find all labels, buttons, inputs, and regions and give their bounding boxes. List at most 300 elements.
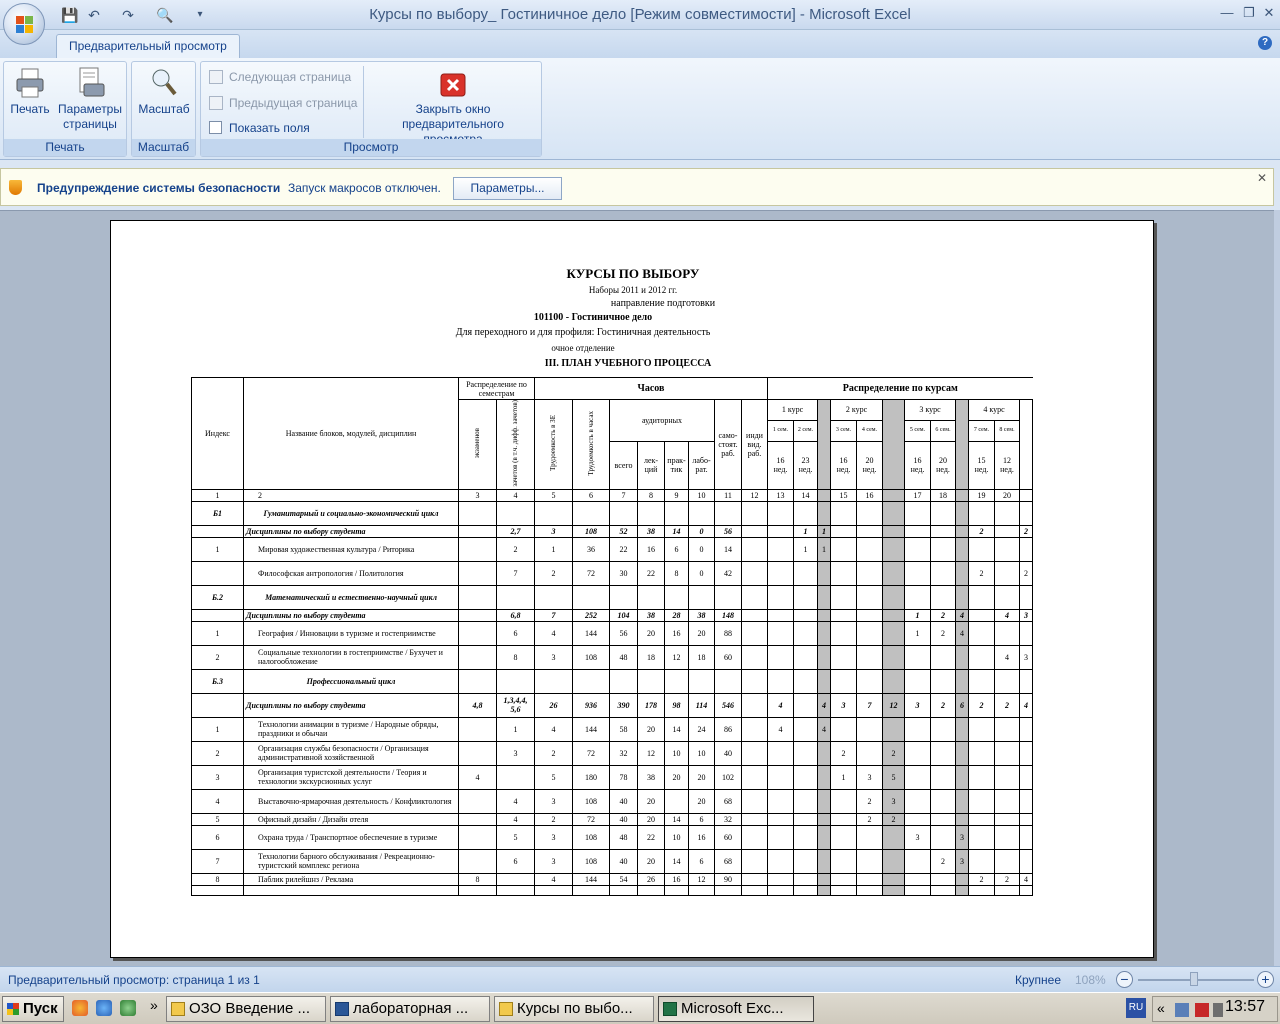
table-cell: 8	[665, 561, 689, 585]
table-cell	[459, 501, 497, 525]
table-cell	[883, 585, 905, 609]
table-cell	[818, 789, 831, 813]
table-cell: 40	[715, 741, 742, 765]
print-button[interactable]	[8, 66, 52, 117]
group-preview-label: Просмотр	[201, 139, 541, 156]
start-label: Пуск	[23, 1000, 58, 1017]
table-row	[192, 813, 1033, 825]
table-cell: 98	[665, 693, 689, 717]
desktop-icon[interactable]	[96, 1000, 112, 1016]
table-cell	[1020, 741, 1033, 765]
table-cell: 16	[689, 825, 715, 849]
table-cell	[905, 585, 931, 609]
zoom-slider-thumb[interactable]	[1190, 972, 1198, 986]
table-cell	[715, 501, 742, 525]
group-print-label: Печать	[4, 139, 126, 156]
header-weeks4: 20 нед.	[857, 441, 883, 489]
security-options-button[interactable]: Параметры...	[453, 177, 562, 200]
table-cell: 8	[497, 645, 535, 669]
table-row	[192, 765, 1033, 789]
table-cell: 108	[573, 849, 610, 873]
table-cell: 2	[535, 813, 573, 825]
table-cell: 2	[1020, 525, 1033, 537]
table-cell: 2	[969, 873, 995, 885]
table-cell: 5	[535, 489, 573, 501]
table-cell	[497, 669, 535, 693]
header-labs: лабо-рат.	[689, 441, 715, 489]
table-cell: 18	[931, 489, 956, 501]
zoom-in-button[interactable]: +	[1257, 971, 1274, 988]
table-row	[192, 537, 1033, 561]
table-cell	[905, 813, 931, 825]
table-cell: 78	[610, 765, 638, 789]
table-cell: Б.3	[192, 669, 244, 693]
table-cell: 17	[905, 489, 931, 501]
table-cell	[931, 765, 956, 789]
table-row	[192, 717, 1033, 741]
table-cell: 56	[610, 621, 638, 645]
table-cell: 20	[689, 789, 715, 813]
table-cell	[665, 585, 689, 609]
table-cell	[768, 609, 794, 621]
table-cell: 3	[535, 645, 573, 669]
table-cell	[794, 885, 818, 895]
table-cell	[857, 825, 883, 849]
table-cell	[1020, 813, 1033, 825]
table-cell: 4	[1020, 693, 1033, 717]
table-cell	[905, 669, 931, 693]
task-button-3[interactable]	[494, 996, 654, 1022]
table-cell: 72	[573, 561, 610, 585]
table-cell	[715, 669, 742, 693]
show-margins-checkbox[interactable]	[207, 118, 310, 138]
table-cell: 11	[715, 489, 742, 501]
table-cell	[969, 645, 995, 669]
table-cell	[883, 645, 905, 669]
table-cell: 1	[192, 489, 244, 501]
table-cell: 2	[857, 789, 883, 813]
header-blank	[1020, 400, 1033, 490]
table-cell	[831, 789, 857, 813]
table-cell: 1	[497, 717, 535, 741]
table-cell	[610, 885, 638, 895]
table-cell	[742, 765, 768, 789]
prev-page-icon	[209, 96, 223, 110]
table-cell: 14	[665, 717, 689, 741]
table-cell	[742, 669, 768, 693]
table-cell: 48	[610, 825, 638, 849]
table-cell: 10	[689, 741, 715, 765]
table-cell	[794, 585, 818, 609]
status-bar	[0, 966, 1280, 992]
table-cell: 3	[497, 741, 535, 765]
table-cell: 52	[610, 525, 638, 537]
table-cell: 14	[665, 525, 689, 537]
task-button-2[interactable]	[330, 996, 490, 1022]
table-cell	[768, 825, 794, 849]
table-cell	[689, 585, 715, 609]
table-cell	[192, 693, 244, 717]
table-cell: 2	[535, 741, 573, 765]
table-cell: 40	[610, 849, 638, 873]
table-cell	[818, 621, 831, 645]
table-cell: 7	[857, 693, 883, 717]
table-cell	[995, 741, 1020, 765]
table-cell	[665, 501, 689, 525]
table-cell	[818, 585, 831, 609]
table-cell	[768, 585, 794, 609]
table-cell: 2	[831, 741, 857, 765]
table-cell	[956, 885, 969, 895]
restore-button[interactable]: ❐	[1243, 5, 1255, 20]
table-cell	[931, 717, 956, 741]
table-cell	[831, 609, 857, 621]
table-cell	[995, 525, 1020, 537]
language-indicator[interactable]: RU	[1126, 998, 1146, 1018]
ribbon-tab-row	[0, 30, 1280, 58]
table-cell	[768, 765, 794, 789]
table-cell: 42	[715, 561, 742, 585]
table-cell: 86	[715, 717, 742, 741]
header-course1: 1 курс	[768, 400, 818, 421]
table-cell: 2	[857, 813, 883, 825]
table-cell: 40	[610, 789, 638, 813]
table-cell	[883, 849, 905, 873]
table-cell	[1020, 825, 1033, 849]
header-labor-hours: Трудоемкость в часах	[573, 400, 610, 490]
table-cell	[742, 621, 768, 645]
table-cell	[831, 537, 857, 561]
header-weeks1: 16 нед.	[768, 441, 794, 489]
table-cell: Организация туристской деятельности / Теория и технологии экскурсионных услуг	[244, 765, 459, 789]
table-cell	[689, 669, 715, 693]
table-cell: 2	[995, 873, 1020, 885]
table-cell: 26	[638, 873, 665, 885]
table-cell: 4	[995, 609, 1020, 621]
table-cell: 1	[818, 537, 831, 561]
table-cell	[857, 849, 883, 873]
tab-print-preview[interactable]: Предварительный просмотр	[56, 34, 240, 58]
table-cell	[905, 849, 931, 873]
save-icon[interactable]: 💾	[61, 7, 79, 23]
table-cell: 18	[689, 645, 715, 669]
table-cell	[995, 717, 1020, 741]
table-cell	[995, 885, 1020, 895]
table-cell: 2	[535, 561, 573, 585]
table-cell: 1,3,4,4, 5,6	[497, 693, 535, 717]
table-cell	[794, 561, 818, 585]
table-cell: 3	[905, 825, 931, 849]
group-divider	[363, 66, 364, 138]
task-button-1[interactable]	[166, 996, 326, 1022]
vertical-scrollbar[interactable]	[1274, 210, 1280, 966]
tray-network-icon[interactable]	[1175, 1003, 1189, 1017]
table-cell: Офисный дизайн / Дизайн отеля	[244, 813, 459, 825]
table-cell	[995, 537, 1020, 561]
header-sem3: 3 сем.	[831, 420, 857, 441]
tray-antivirus-icon[interactable]	[1195, 1003, 1209, 1017]
table-cell	[768, 645, 794, 669]
window-title: Курсы по выбору_ Гостиничное дело [Режим совместимости] - Microsoft Excel	[369, 6, 911, 23]
tray-volume-icon[interactable]	[1213, 1003, 1223, 1017]
table-cell	[857, 561, 883, 585]
table-cell: 4	[956, 621, 969, 645]
table-cell: Математический и естественно-научный цикл	[244, 585, 459, 609]
customize-qat-icon[interactable]: ▾	[197, 9, 203, 20]
table-cell	[497, 885, 535, 895]
table-cell: 936	[573, 693, 610, 717]
folder-icon	[499, 1002, 513, 1016]
table-cell	[459, 645, 497, 669]
table-cell: 30	[610, 561, 638, 585]
table-cell	[931, 561, 956, 585]
table-cell: 0	[689, 525, 715, 537]
table-cell: 3	[1020, 609, 1033, 621]
table-cell: 40	[610, 813, 638, 825]
table-cell: 1	[905, 609, 931, 621]
table-cell	[459, 825, 497, 849]
show-margins-label: Показать поля	[229, 121, 310, 135]
table-cell	[931, 525, 956, 537]
table-cell: 12	[665, 645, 689, 669]
table-cell	[1020, 669, 1033, 693]
table-cell: 7	[497, 561, 535, 585]
more-chevron-icon[interactable]: »	[150, 997, 158, 1013]
close-window-button[interactable]: ✕	[1263, 5, 1275, 20]
table-cell	[459, 609, 497, 621]
zoom-button[interactable]	[136, 66, 192, 117]
table-cell: Технологии анимации в туризме / Народные обряды, праздники и обычаи	[244, 717, 459, 741]
table-cell	[742, 585, 768, 609]
group-zoom-label: Масштаб	[132, 139, 195, 156]
table-cell: 1	[192, 621, 244, 645]
table-cell	[905, 717, 931, 741]
table-cell: 16	[857, 489, 883, 501]
table-cell	[905, 561, 931, 585]
header-exams: экзаменов	[459, 400, 497, 490]
header-labor-ze: Трудоемкость в ЗЕ	[535, 400, 573, 490]
table-cell: Дисциплины по выбору студента	[244, 609, 459, 621]
table-cell: 0	[689, 561, 715, 585]
security-message: Запуск макросов отключен.	[288, 181, 441, 195]
table-cell: 2	[969, 561, 995, 585]
table-cell: 12	[883, 693, 905, 717]
table-cell	[857, 537, 883, 561]
table-cell: 104	[610, 609, 638, 621]
office-button[interactable]	[3, 3, 45, 45]
table-cell	[459, 537, 497, 561]
table-cell	[818, 813, 831, 825]
table-cell: 2	[244, 489, 459, 501]
task-button-excel[interactable]	[658, 996, 814, 1022]
network-icon[interactable]	[120, 1000, 136, 1016]
table-cell	[794, 825, 818, 849]
table-cell: 4	[535, 621, 573, 645]
table-cell: 1	[192, 537, 244, 561]
table-cell	[969, 813, 995, 825]
table-cell	[905, 885, 931, 895]
table-cell	[573, 669, 610, 693]
close-icon[interactable]: ✕	[1256, 171, 1267, 185]
task-label: Курсы по выбо...	[517, 1000, 633, 1017]
table-cell	[831, 621, 857, 645]
table-cell: 1	[192, 717, 244, 741]
table-cell: 4	[497, 813, 535, 825]
table-cell	[192, 885, 244, 895]
table-cell	[956, 873, 969, 885]
table-cell	[715, 885, 742, 895]
table-cell: 20	[638, 849, 665, 873]
table-cell	[956, 669, 969, 693]
table-cell: 3	[956, 825, 969, 849]
table-cell: 68	[715, 789, 742, 813]
table-cell	[794, 501, 818, 525]
table-cell: 2,7	[497, 525, 535, 537]
table-cell	[665, 885, 689, 895]
header-practice: прак-тик	[665, 441, 689, 489]
table-cell: 1	[794, 525, 818, 537]
zoom-out-button[interactable]: −	[1116, 971, 1133, 988]
table-cell	[905, 537, 931, 561]
table-cell	[905, 525, 931, 537]
table-cell: 6	[497, 621, 535, 645]
header-self: само-стоят. раб.	[715, 400, 742, 490]
zoom-in-label[interactable]: Крупнее	[1015, 973, 1062, 987]
table-cell	[995, 585, 1020, 609]
header-sem5: 5 сем.	[905, 420, 931, 441]
table-cell: 4	[535, 873, 573, 885]
table-cell	[244, 885, 459, 895]
table-cell: Организация службы безопасности / Организация административной хозяйственной	[244, 741, 459, 765]
table-cell: 88	[715, 621, 742, 645]
zoom-label: Масштаб	[138, 102, 190, 116]
table-row	[192, 561, 1033, 585]
table-cell: 1	[794, 537, 818, 561]
table-cell	[742, 645, 768, 669]
table-cell: 2	[1020, 561, 1033, 585]
table-cell	[768, 669, 794, 693]
table-cell	[956, 813, 969, 825]
table-cell: 58	[610, 717, 638, 741]
print-label: Печать	[10, 102, 50, 116]
table-cell	[995, 669, 1020, 693]
table-cell: 22	[610, 537, 638, 561]
table-cell	[931, 873, 956, 885]
close-preview-button[interactable]	[367, 66, 539, 147]
page-setup-icon	[74, 66, 106, 100]
table-cell: 390	[610, 693, 638, 717]
table-cell	[956, 717, 969, 741]
header-name: Название блоков, модулей, дисциплин	[244, 378, 459, 490]
table-cell	[931, 585, 956, 609]
table-cell	[831, 525, 857, 537]
table-cell	[857, 669, 883, 693]
table-cell	[857, 585, 883, 609]
table-cell: 3	[535, 789, 573, 813]
table-cell	[1020, 885, 1033, 895]
table-cell: 60	[715, 645, 742, 669]
task-label: лабораторная ...	[353, 1000, 469, 1017]
table-cell: 2	[497, 537, 535, 561]
table-cell: 4	[535, 717, 573, 741]
next-page-button[interactable]	[207, 67, 351, 87]
table-cell	[742, 561, 768, 585]
page-setup-button[interactable]	[54, 66, 126, 132]
table-cell: 12	[638, 741, 665, 765]
table-cell	[969, 741, 995, 765]
prev-page-button[interactable]	[207, 93, 357, 113]
table-cell	[768, 885, 794, 895]
header-course4: 4 курс	[969, 400, 1020, 421]
table-cell: 6	[956, 693, 969, 717]
folder-icon	[171, 1002, 185, 1016]
table-cell: 38	[638, 609, 665, 621]
table-cell	[459, 525, 497, 537]
table-cell	[794, 789, 818, 813]
table-cell	[905, 501, 931, 525]
table-cell: 32	[610, 741, 638, 765]
print-preview-icon[interactable]: 🔍	[156, 7, 174, 23]
table-cell	[931, 669, 956, 693]
printer-icon	[14, 66, 46, 100]
minimize-button[interactable]: —	[1220, 5, 1234, 20]
table-cell: 6	[689, 813, 715, 825]
table-cell: 148	[715, 609, 742, 621]
table-cell	[535, 585, 573, 609]
tray-chevron-icon[interactable]: «	[1157, 1000, 1165, 1016]
table-cell	[831, 585, 857, 609]
redo-icon[interactable]: ↷	[122, 7, 134, 23]
table-cell: 2	[931, 693, 956, 717]
table-cell: 38	[689, 609, 715, 621]
table-row	[192, 873, 1033, 885]
table-cell	[956, 585, 969, 609]
table-row	[192, 849, 1033, 873]
table-cell	[768, 873, 794, 885]
help-icon[interactable]: ?	[1258, 36, 1272, 50]
gray-separator	[883, 400, 905, 490]
table-cell	[995, 849, 1020, 873]
table-cell	[883, 609, 905, 621]
close-preview-label: Закрыть окно предварительного	[402, 102, 504, 131]
table-cell	[857, 873, 883, 885]
table-cell	[956, 501, 969, 525]
table-cell: 12	[742, 489, 768, 501]
table-cell: 14	[794, 489, 818, 501]
security-title: Предупреждение системы безопасности	[37, 181, 281, 195]
table-cell	[956, 561, 969, 585]
undo-icon[interactable]: ↶	[88, 7, 100, 23]
table-cell	[857, 645, 883, 669]
table-cell	[742, 825, 768, 849]
table-cell	[742, 717, 768, 741]
header-weeks6: 20 нед.	[931, 441, 956, 489]
table-cell	[1020, 849, 1033, 873]
table-cell: 4	[995, 645, 1020, 669]
table-cell	[459, 849, 497, 873]
table-cell: 4	[768, 717, 794, 741]
table-cell	[818, 645, 831, 669]
table-row	[192, 825, 1033, 849]
start-button[interactable]	[2, 996, 64, 1022]
browser-icon[interactable]	[72, 1000, 88, 1016]
header-sem8: 8 сем.	[995, 420, 1020, 441]
table-cell	[818, 501, 831, 525]
header-index: Индекс	[192, 378, 244, 490]
table-cell: 10	[689, 489, 715, 501]
table-cell	[742, 885, 768, 895]
header-weeks7: 15 нед.	[969, 441, 995, 489]
